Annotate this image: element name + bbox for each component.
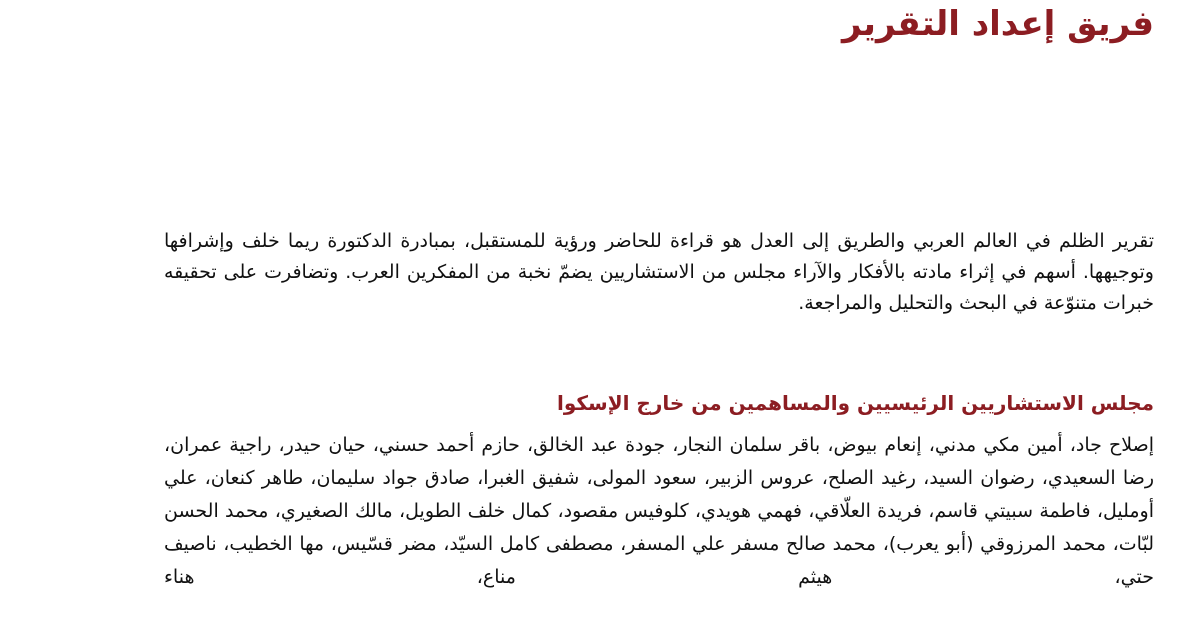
page-title: فريق إعداد التقرير [842, 4, 1154, 44]
contributors-list: إصلاح جاد، أمين مكي مدني، إنعام بيوض، باقر سلمان النجار، جودة عبد الخالق، حازم أحمد حسني، حيان حيدر، راجية عمران، رضا السعيدي، رضوان السيد، رغيد الصلح، عروس الزبير، سعود المولى، شفيق الغبرا، صادق جواد سليمان، طاهر كنعان، علي أومليل، فاطمة سبيتي قاسم، فريدة العلّاقي، فهمي هويدي، كلوفيس مقصود، كمال خلف الطويل، مالك الصغيري، محمد الحسن لبّات، محمد المرزوقي (أبو يعرب)، محمد صالح مسفر علي المسفر، مصطفى كامل السيّد، مضر قسّيس، مها الخطيب، ناصيف حتي، هيثم مناع، هناء [164, 434, 1154, 588]
section-heading: مجلس الاستشاريين الرئيسيين والمساهمين من خارج الإسكوا [557, 391, 1154, 415]
intro-paragraph: تقرير الظلم في العالم العربي والطريق إلى العدل هو قراءة للحاضر ورؤية للمستقبل، بمبادرة الدكتورة ريما خلف وإشرافها وتوجيهها. أسهم في إثراء مادته بالأفكار والآراء مجلس من الاستشاريين يضمّ نخبة من المفكرين العرب. وتضافرت على تحقيقه خبرات متنوّعة في البحث والتحليل والمراجعة. [164, 230, 1154, 314]
